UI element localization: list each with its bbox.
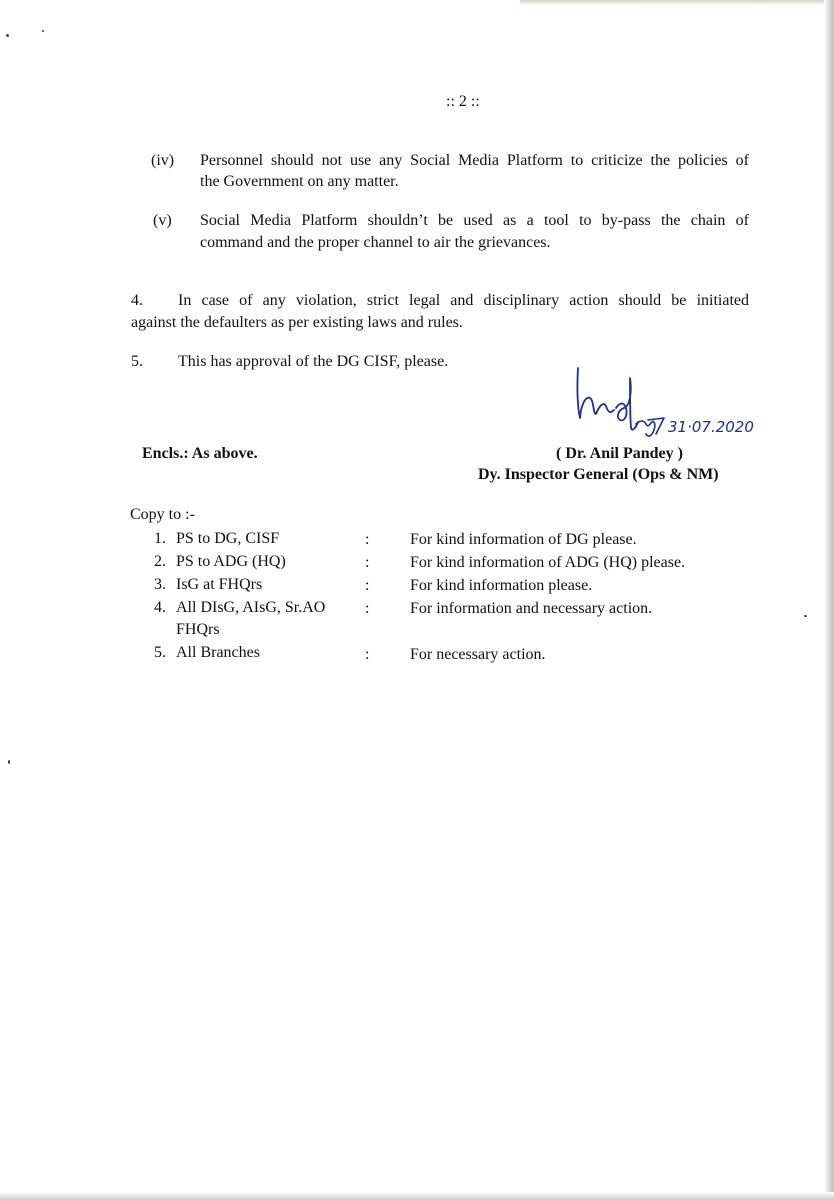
- paragraph-number: 5.: [131, 353, 143, 370]
- scan-speck: [42, 30, 44, 32]
- clause-text-line: Social Media Platform shouldn’t be used as a tool to by-pass the chain of: [200, 212, 749, 229]
- copy-to-separator: :: [365, 531, 370, 548]
- copy-to-separator: :: [365, 646, 370, 663]
- page-edge-top: [520, 0, 834, 5]
- paragraph-text-line: against the defaulters as per existing laws and rules.: [131, 314, 463, 331]
- clause-text-line: command and the proper channel to air the grievances.: [200, 234, 551, 251]
- copy-to-number: 3.: [154, 576, 166, 593]
- copy-to-purpose: For information and necessary action.: [410, 600, 653, 617]
- copy-to-recipient: PS to DG, CISF: [176, 530, 280, 547]
- copy-to-purpose: For kind information please.: [410, 577, 593, 594]
- signature-date: 31·07.2020: [668, 418, 754, 436]
- paragraph-text-line: In case of any violation, strict legal and disciplinary action should be initiated: [178, 292, 749, 309]
- copy-to-recipient: All DIsG, AIsG, Sr.AO: [176, 599, 326, 616]
- scan-speck: [6, 34, 9, 37]
- clause-numeral: (v): [153, 212, 172, 229]
- copy-to-separator: :: [365, 554, 370, 571]
- copy-to-number: 1.: [154, 530, 166, 547]
- signature-mark: [560, 362, 780, 444]
- signatory-name: ( Dr. Anil Pandey ): [556, 445, 683, 462]
- scan-speck: [8, 760, 10, 764]
- clause-numeral: (iv): [151, 152, 175, 169]
- copy-to-recipient: All Branches: [176, 644, 260, 661]
- page-number: :: 2 ::: [446, 93, 480, 110]
- copy-to-separator: :: [365, 577, 370, 594]
- copy-to-purpose: For kind information of ADG (HQ) please.: [410, 554, 686, 571]
- copy-to-recipient: IsG at FHQrs: [176, 576, 263, 593]
- copy-to-recipient: PS to ADG (HQ): [176, 553, 286, 570]
- enclosures-note: Encls.: As above.: [142, 445, 258, 462]
- copy-to-number: 2.: [154, 553, 166, 570]
- copy-to-heading: Copy to :-: [130, 506, 195, 523]
- copy-to-number: 5.: [154, 644, 166, 661]
- copy-to-purpose: For kind information of DG please.: [410, 531, 637, 548]
- clause-text-line: Personnel should not use any Social Media Platform to criticize the policies of: [200, 152, 749, 169]
- clause-text-line: the Government on any matter.: [200, 173, 399, 190]
- copy-to-number: 4.: [154, 599, 166, 616]
- signatory-designation: Dy. Inspector General (Ops & NM): [478, 466, 719, 483]
- copy-to-separator: :: [365, 600, 370, 617]
- copy-to-recipient-continued: FHQrs: [176, 621, 220, 638]
- paragraph-text-line: This has approval of the DG CISF, please.: [178, 353, 449, 370]
- paragraph-number: 4.: [131, 292, 143, 309]
- page-edge-right: [824, 0, 834, 1200]
- copy-to-purpose: For necessary action.: [410, 646, 546, 663]
- scan-speck: [804, 615, 807, 617]
- page-edge-bottom: [0, 1192, 834, 1200]
